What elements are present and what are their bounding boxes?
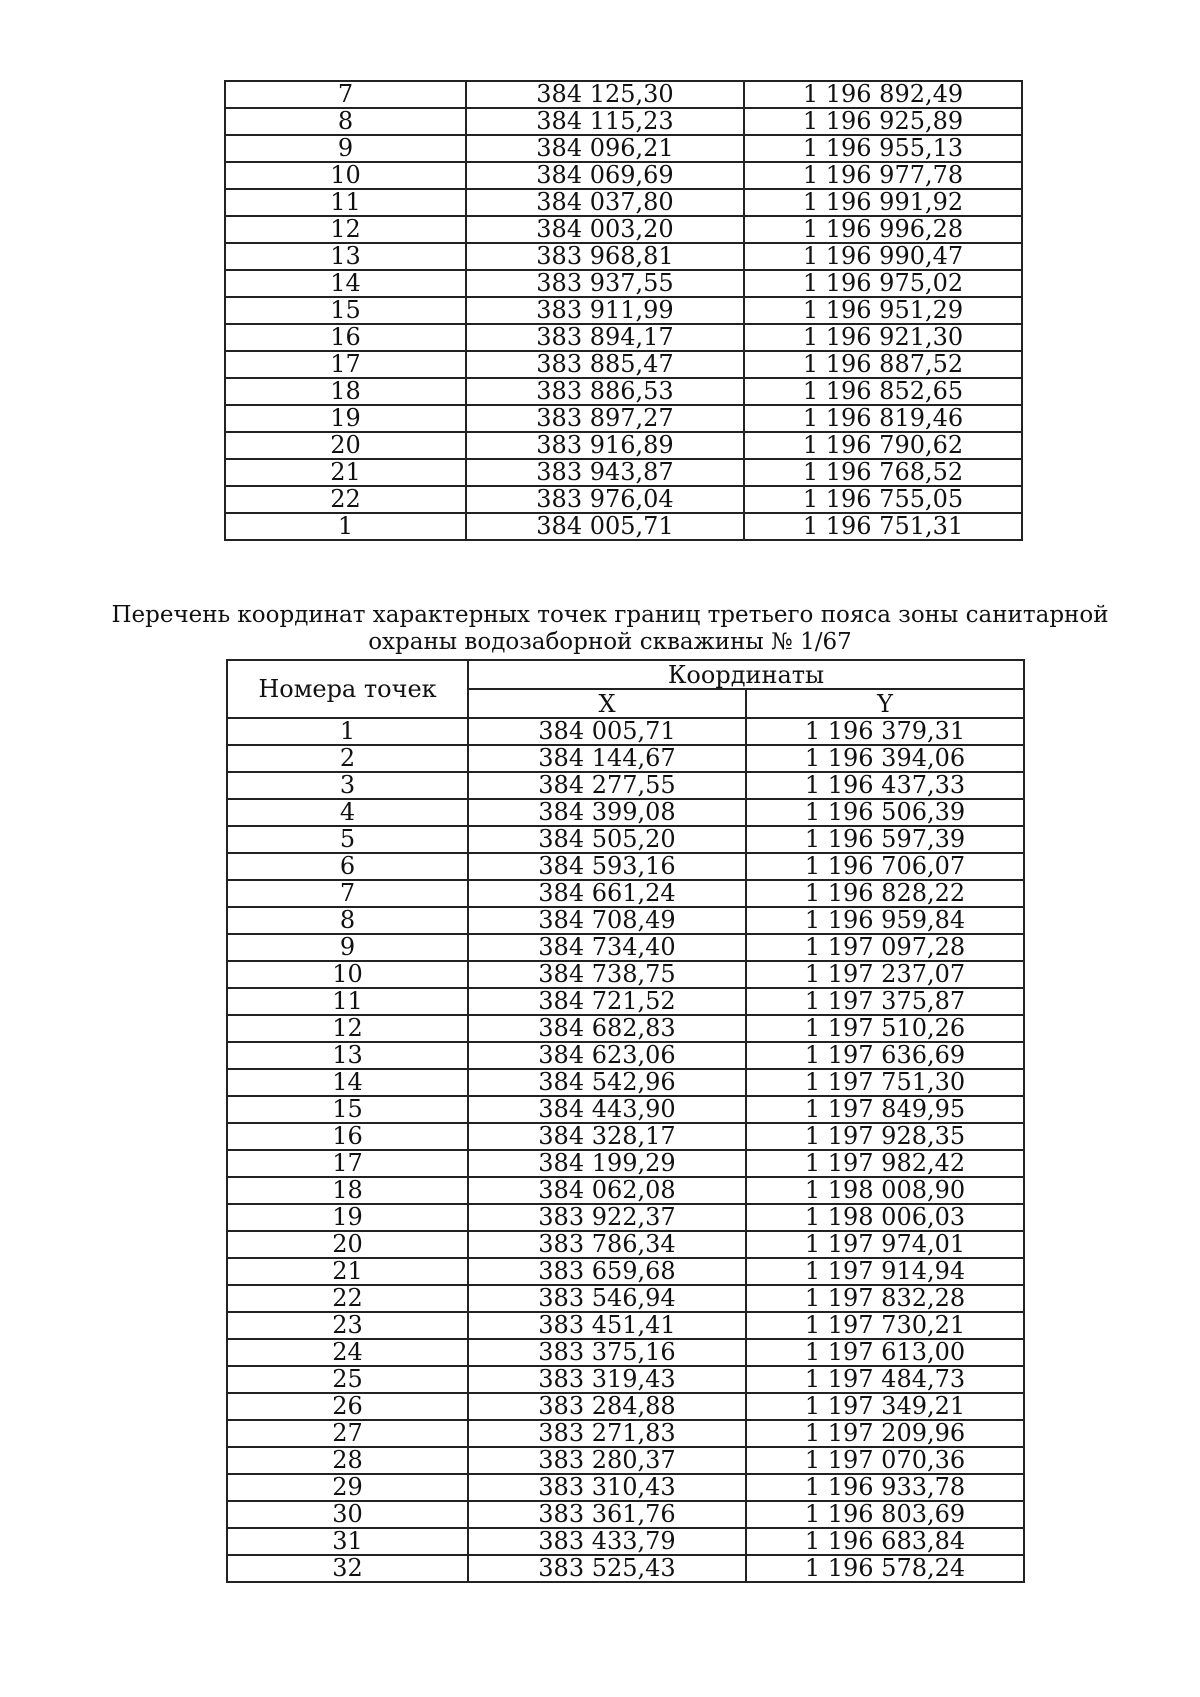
- table-row: [227, 1393, 1024, 1420]
- point-number-cell: 3: [227, 772, 468, 799]
- y-coordinate-cell: 1 196 706,07: [746, 853, 1024, 880]
- x-coordinate-cell: 383 451,41: [468, 1312, 746, 1339]
- y-coordinate-cell: 1 197 928,35: [746, 1123, 1024, 1150]
- point-number-cell: 9: [225, 135, 466, 162]
- y-coordinate-cell: 1 196 977,78: [744, 162, 1022, 189]
- x-coordinate-cell: 384 505,20: [468, 826, 746, 853]
- table-row: [227, 1312, 1024, 1339]
- third-belt-coordinates-table: [226, 659, 1025, 1583]
- y-coordinate-cell: 1 197 209,96: [746, 1420, 1024, 1447]
- table-header-row: [227, 660, 1024, 689]
- y-coordinate-cell: 1 197 375,87: [746, 988, 1024, 1015]
- table-row: [225, 270, 1022, 297]
- point-number-cell: 1: [225, 513, 466, 540]
- y-coordinate-cell: 1 198 006,03: [746, 1204, 1024, 1231]
- x-coordinate-cell: 383 433,79: [468, 1528, 746, 1555]
- x-coordinate-cell: 384 199,29: [468, 1150, 746, 1177]
- x-coordinate-cell: 384 005,71: [468, 718, 746, 745]
- point-number-cell: 6: [227, 853, 468, 880]
- y-coordinate-cell: 1 196 959,84: [746, 907, 1024, 934]
- table-row: [227, 745, 1024, 772]
- table-row: [227, 1258, 1024, 1285]
- point-number-cell: 10: [225, 162, 466, 189]
- y-coordinate-cell: 1 197 982,42: [746, 1150, 1024, 1177]
- y-coordinate-cell: 1 197 636,69: [746, 1042, 1024, 1069]
- coordinates-table-continued: [224, 80, 1023, 541]
- point-number-cell: 8: [225, 108, 466, 135]
- y-coordinate-cell: 1 196 925,89: [744, 108, 1022, 135]
- point-number-cell: 19: [225, 405, 466, 432]
- point-number-cell: 4: [227, 799, 468, 826]
- x-coordinate-cell: 383 922,37: [468, 1204, 746, 1231]
- x-coordinate-cell: 384 115,23: [466, 108, 744, 135]
- table-row: [227, 1231, 1024, 1258]
- point-number-cell: 18: [227, 1177, 468, 1204]
- point-number-cell: 12: [227, 1015, 468, 1042]
- point-number-cell: 23: [227, 1312, 468, 1339]
- y-coordinate-cell: 1 196 996,28: [744, 216, 1022, 243]
- y-coordinate-cell: 1 197 974,01: [746, 1231, 1024, 1258]
- x-coordinate-cell: 383 916,89: [466, 432, 744, 459]
- y-coordinate-cell: 1 196 990,47: [744, 243, 1022, 270]
- y-coordinate-cell: 1 196 828,22: [746, 880, 1024, 907]
- y-coordinate-cell: 1 197 849,95: [746, 1096, 1024, 1123]
- point-number-cell: 18: [225, 378, 466, 405]
- table-row: [225, 108, 1022, 135]
- table-row: [225, 513, 1022, 540]
- table-row: [227, 961, 1024, 988]
- table-row: [227, 772, 1024, 799]
- table-row: [225, 297, 1022, 324]
- table-row: [225, 459, 1022, 486]
- point-number-cell: 14: [227, 1069, 468, 1096]
- x-coordinate-cell: 383 968,81: [466, 243, 744, 270]
- point-number-cell: 15: [227, 1096, 468, 1123]
- point-number-cell: 12: [225, 216, 466, 243]
- point-number-cell: 25: [227, 1366, 468, 1393]
- y-coordinate-cell: 1 196 803,69: [746, 1501, 1024, 1528]
- y-coordinate-cell: 1 196 933,78: [746, 1474, 1024, 1501]
- point-number-cell: 16: [225, 324, 466, 351]
- y-coordinate-cell: 1 196 991,92: [744, 189, 1022, 216]
- x-coordinate-cell: 384 593,16: [468, 853, 746, 880]
- y-coordinate-cell: 1 197 914,94: [746, 1258, 1024, 1285]
- table-row: [227, 1474, 1024, 1501]
- x-coordinate-cell: 383 885,47: [466, 351, 744, 378]
- x-coordinate-cell: 384 125,30: [466, 81, 744, 108]
- table-row: [227, 934, 1024, 961]
- point-number-cell: 8: [227, 907, 468, 934]
- table-row: [227, 1501, 1024, 1528]
- y-coordinate-cell: 1 196 892,49: [744, 81, 1022, 108]
- table-row: [227, 1528, 1024, 1555]
- y-coordinate-cell: 1 196 683,84: [746, 1528, 1024, 1555]
- y-coordinate-cell: 1 197 070,36: [746, 1447, 1024, 1474]
- table-row: [227, 907, 1024, 934]
- point-number-cell: 29: [227, 1474, 468, 1501]
- table-row: [225, 81, 1022, 108]
- point-number-cell: 11: [225, 189, 466, 216]
- table-row: [225, 351, 1022, 378]
- header-coordinates: Координаты: [468, 660, 1024, 689]
- table-row: [225, 432, 1022, 459]
- table-row: [225, 162, 1022, 189]
- y-coordinate-cell: 1 197 484,73: [746, 1366, 1024, 1393]
- x-coordinate-cell: 384 069,69: [466, 162, 744, 189]
- y-coordinate-cell: 1 197 832,28: [746, 1285, 1024, 1312]
- table-row: [225, 378, 1022, 405]
- y-coordinate-cell: 1 197 237,07: [746, 961, 1024, 988]
- x-coordinate-cell: 384 144,67: [468, 745, 746, 772]
- section-title: [110, 602, 1110, 656]
- x-coordinate-cell: 384 738,75: [468, 961, 746, 988]
- y-coordinate-cell: 1 197 349,21: [746, 1393, 1024, 1420]
- x-coordinate-cell: 384 096,21: [466, 135, 744, 162]
- x-coordinate-cell: 384 399,08: [468, 799, 746, 826]
- point-number-cell: 19: [227, 1204, 468, 1231]
- point-number-cell: 7: [225, 81, 466, 108]
- point-number-cell: 20: [227, 1231, 468, 1258]
- x-coordinate-cell: 384 037,80: [466, 189, 744, 216]
- table-row: [227, 1096, 1024, 1123]
- y-coordinate-cell: 1 196 790,62: [744, 432, 1022, 459]
- table-row: [227, 988, 1024, 1015]
- x-coordinate-cell: 383 284,88: [468, 1393, 746, 1420]
- y-coordinate-cell: 1 197 730,21: [746, 1312, 1024, 1339]
- header-y: Y: [746, 689, 1024, 718]
- table-row: [227, 826, 1024, 853]
- y-coordinate-cell: 1 197 097,28: [746, 934, 1024, 961]
- x-coordinate-cell: 383 976,04: [466, 486, 744, 513]
- point-number-cell: 28: [227, 1447, 468, 1474]
- x-coordinate-cell: 383 943,87: [466, 459, 744, 486]
- x-coordinate-cell: 383 937,55: [466, 270, 744, 297]
- x-coordinate-cell: 383 310,43: [468, 1474, 746, 1501]
- x-coordinate-cell: 383 886,53: [466, 378, 744, 405]
- table-row: [227, 799, 1024, 826]
- point-number-cell: 5: [227, 826, 468, 853]
- table-row: [225, 216, 1022, 243]
- x-coordinate-cell: 384 708,49: [468, 907, 746, 934]
- x-coordinate-cell: 384 328,17: [468, 1123, 746, 1150]
- table-row: [227, 1069, 1024, 1096]
- point-number-cell: 21: [227, 1258, 468, 1285]
- x-coordinate-cell: 383 894,17: [466, 324, 744, 351]
- table-row: [225, 324, 1022, 351]
- y-coordinate-cell: 1 196 887,52: [744, 351, 1022, 378]
- x-coordinate-cell: 383 361,76: [468, 1501, 746, 1528]
- x-coordinate-cell: 384 062,08: [468, 1177, 746, 1204]
- y-coordinate-cell: 1 196 975,02: [744, 270, 1022, 297]
- x-coordinate-cell: 384 542,96: [468, 1069, 746, 1096]
- point-number-cell: 31: [227, 1528, 468, 1555]
- x-coordinate-cell: 383 280,37: [468, 1447, 746, 1474]
- table-row: [227, 718, 1024, 745]
- header-x: X: [468, 689, 746, 718]
- y-coordinate-cell: 1 196 506,39: [746, 799, 1024, 826]
- table-row: [227, 853, 1024, 880]
- coordinates-table-continued-body: [225, 81, 1022, 540]
- x-coordinate-cell: 384 277,55: [468, 772, 746, 799]
- x-coordinate-cell: 383 897,27: [466, 405, 744, 432]
- x-coordinate-cell: 384 005,71: [466, 513, 744, 540]
- point-number-cell: 1: [227, 718, 468, 745]
- point-number-cell: 17: [225, 351, 466, 378]
- x-coordinate-cell: 384 623,06: [468, 1042, 746, 1069]
- point-number-cell: 13: [225, 243, 466, 270]
- x-coordinate-cell: 384 734,40: [468, 934, 746, 961]
- table-row: [227, 1447, 1024, 1474]
- table-header: [227, 660, 1024, 718]
- y-coordinate-cell: 1 196 379,31: [746, 718, 1024, 745]
- x-coordinate-cell: 383 546,94: [468, 1285, 746, 1312]
- point-number-cell: 2: [227, 745, 468, 772]
- x-coordinate-cell: 383 271,83: [468, 1420, 746, 1447]
- y-coordinate-cell: 1 196 597,39: [746, 826, 1024, 853]
- y-coordinate-cell: 1 196 437,33: [746, 772, 1024, 799]
- y-coordinate-cell: 1 198 008,90: [746, 1177, 1024, 1204]
- table-row: [227, 1177, 1024, 1204]
- x-coordinate-cell: 383 659,68: [468, 1258, 746, 1285]
- point-number-cell: 20: [225, 432, 466, 459]
- point-number-cell: 13: [227, 1042, 468, 1069]
- table-row: [227, 880, 1024, 907]
- y-coordinate-cell: 1 196 921,30: [744, 324, 1022, 351]
- header-point-numbers: Номера точек: [227, 660, 468, 718]
- y-coordinate-cell: 1 197 510,26: [746, 1015, 1024, 1042]
- point-number-cell: 27: [227, 1420, 468, 1447]
- point-number-cell: 26: [227, 1393, 468, 1420]
- table-row: [225, 135, 1022, 162]
- y-coordinate-cell: 1 196 951,29: [744, 297, 1022, 324]
- point-number-cell: 32: [227, 1555, 468, 1582]
- point-number-cell: 22: [227, 1285, 468, 1312]
- y-coordinate-cell: 1 197 613,00: [746, 1339, 1024, 1366]
- table-row: [225, 189, 1022, 216]
- table-row: [227, 1339, 1024, 1366]
- y-coordinate-cell: 1 196 755,05: [744, 486, 1022, 513]
- y-coordinate-cell: 1 196 394,06: [746, 745, 1024, 772]
- x-coordinate-cell: 384 661,24: [468, 880, 746, 907]
- point-number-cell: 24: [227, 1339, 468, 1366]
- table-row: [227, 1042, 1024, 1069]
- table-row: [227, 1204, 1024, 1231]
- table-row: [227, 1420, 1024, 1447]
- table-row: [227, 1366, 1024, 1393]
- point-number-cell: 21: [225, 459, 466, 486]
- point-number-cell: 30: [227, 1501, 468, 1528]
- y-coordinate-cell: 1 196 852,65: [744, 378, 1022, 405]
- x-coordinate-cell: 383 786,34: [468, 1231, 746, 1258]
- table-row: [227, 1015, 1024, 1042]
- point-number-cell: 17: [227, 1150, 468, 1177]
- y-coordinate-cell: 1 196 768,52: [744, 459, 1022, 486]
- y-coordinate-cell: 1 196 751,31: [744, 513, 1022, 540]
- x-coordinate-cell: 384 682,83: [468, 1015, 746, 1042]
- point-number-cell: 16: [227, 1123, 468, 1150]
- table-row: [225, 243, 1022, 270]
- table-row: [227, 1555, 1024, 1582]
- y-coordinate-cell: 1 196 578,24: [746, 1555, 1024, 1582]
- table-row: [227, 1123, 1024, 1150]
- section-title-line-1: Перечень координат характерных точек границ третьего пояса зоны санитарной: [111, 602, 1109, 628]
- point-number-cell: 10: [227, 961, 468, 988]
- point-number-cell: 11: [227, 988, 468, 1015]
- x-coordinate-cell: 384 721,52: [468, 988, 746, 1015]
- point-number-cell: 15: [225, 297, 466, 324]
- y-coordinate-cell: 1 197 751,30: [746, 1069, 1024, 1096]
- x-coordinate-cell: 384 443,90: [468, 1096, 746, 1123]
- table-row: [225, 486, 1022, 513]
- y-coordinate-cell: 1 196 955,13: [744, 135, 1022, 162]
- x-coordinate-cell: 383 525,43: [468, 1555, 746, 1582]
- third-belt-coordinates-table-body: [227, 718, 1024, 1582]
- x-coordinate-cell: 383 911,99: [466, 297, 744, 324]
- table-row: [227, 1285, 1024, 1312]
- x-coordinate-cell: 384 003,20: [466, 216, 744, 243]
- point-number-cell: 14: [225, 270, 466, 297]
- point-number-cell: 22: [225, 486, 466, 513]
- table-row: [227, 1150, 1024, 1177]
- x-coordinate-cell: 383 375,16: [468, 1339, 746, 1366]
- table-row: [225, 405, 1022, 432]
- x-coordinate-cell: 383 319,43: [468, 1366, 746, 1393]
- y-coordinate-cell: 1 196 819,46: [744, 405, 1022, 432]
- section-title-line-2: охраны водозаборной скважины № 1/67: [368, 629, 852, 655]
- point-number-cell: 7: [227, 880, 468, 907]
- point-number-cell: 9: [227, 934, 468, 961]
